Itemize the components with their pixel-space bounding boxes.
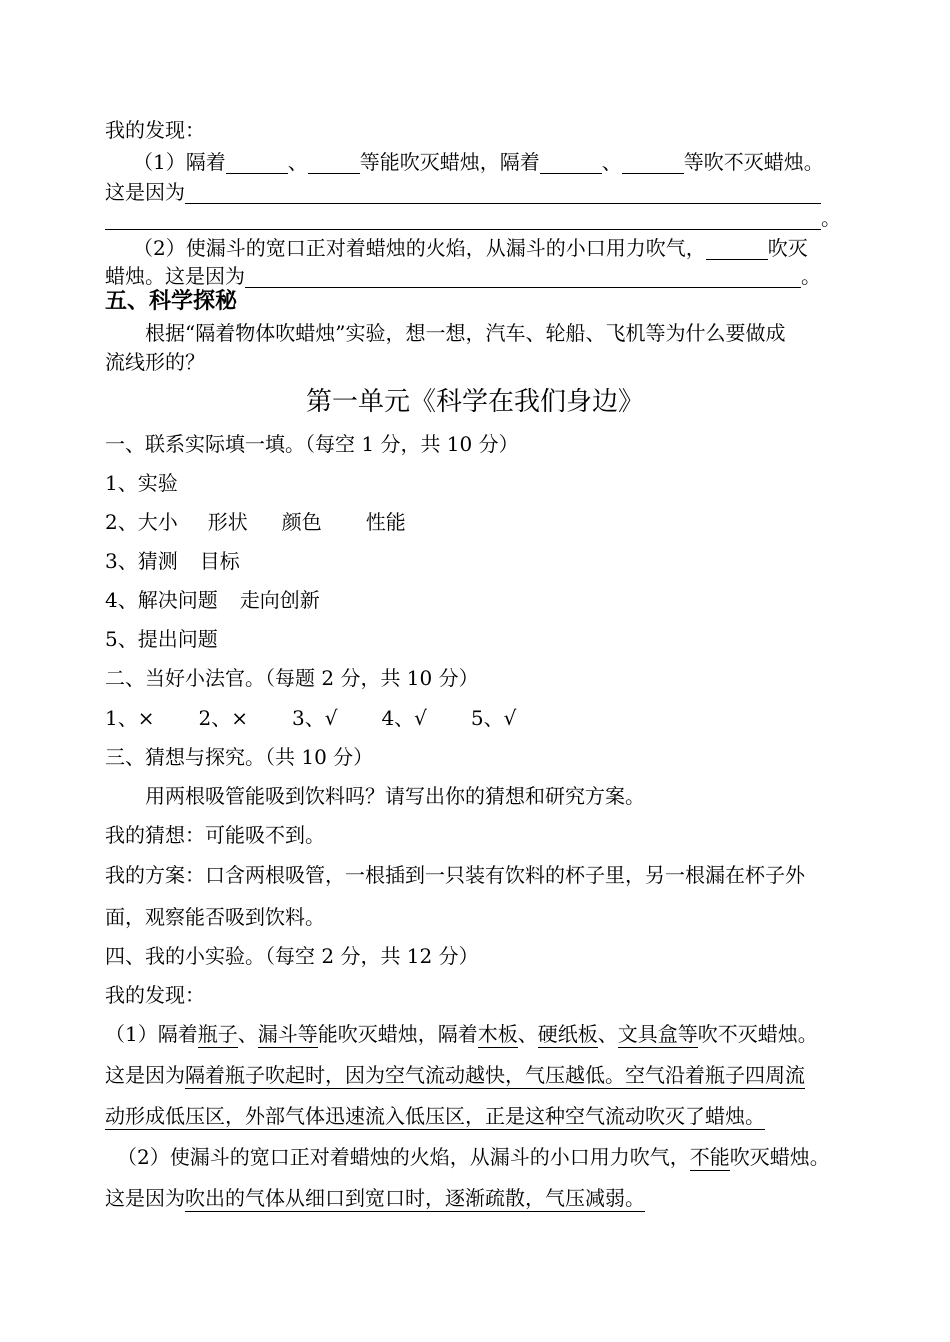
- s2-answer: 5、√: [470, 706, 517, 730]
- blank[interactable]: [622, 153, 684, 174]
- s3-plan-line-2: 面，观察能否吸到饮料。: [105, 905, 325, 929]
- a1-sep: 、: [597, 1022, 618, 1046]
- section-3-heading: 三、猜想与探究。（共 10 分）: [105, 745, 374, 769]
- a1-text: 能吹灭蜡烛，隔着: [317, 1022, 478, 1046]
- a1-text: 吹不灭蜡烛。: [697, 1022, 818, 1046]
- s4-answer-1-reason-line-1: [105, 1063, 805, 1087]
- s1-item-2: [105, 510, 406, 534]
- s4-discovery: 我的发现：: [105, 983, 205, 1007]
- reason-label: 这是因为: [105, 1063, 185, 1087]
- section-5-question-line-2: 流线形的？: [105, 350, 205, 374]
- s1-item-3: [105, 549, 240, 573]
- s3-question: 用两根吸管能吸到饮料吗？请写出你的猜想和研究方案。: [145, 784, 645, 808]
- s4-answer-2-reason: [105, 1186, 645, 1210]
- blank[interactable]: [226, 153, 288, 174]
- underlined-answer: 不能: [689, 1145, 730, 1169]
- s1-answer: 目标: [199, 549, 240, 573]
- s3-guess: 我的猜想：可能吸不到。: [105, 823, 325, 847]
- s4-answer-1-reason-line-2: [105, 1104, 765, 1128]
- s2-answer: 2、×: [198, 706, 248, 730]
- underlined-answer: 吹出的气体从细口到宽口时，逐渐疏散，气压减弱。: [185, 1186, 645, 1210]
- q2-text-b: 吹灭: [767, 236, 808, 260]
- a1-sep: 、: [517, 1022, 538, 1046]
- s1-item-5: [105, 627, 218, 651]
- s4-answer-2: [117, 1145, 830, 1169]
- underlined-answer: 文具盒等: [617, 1022, 698, 1046]
- section-5-heading: 五、科学探秘: [105, 289, 238, 314]
- underlined-answer: 隔着瓶子吹起时，因为空气流动越快，气压越低。空气沿着瓶子四周流: [185, 1063, 805, 1087]
- s2-answer: 4、√: [381, 706, 427, 730]
- section-1-heading: 一、联系实际填一填。（每空 1 分，共 10 分）: [105, 432, 519, 456]
- question-2-reason-line: [105, 264, 821, 288]
- discovery-heading: 我的发现：: [105, 118, 205, 142]
- s1-answer: 2、大小: [105, 510, 178, 534]
- blank[interactable]: [245, 267, 801, 288]
- s1-answer: 性能: [365, 510, 406, 534]
- s1-item-1: [105, 471, 178, 495]
- blank[interactable]: [105, 209, 821, 230]
- s2-answer: 3、√: [291, 706, 338, 730]
- underlined-answer: 木板: [477, 1022, 518, 1046]
- a1-sep: 、: [237, 1022, 258, 1046]
- question-1-line: [133, 150, 824, 174]
- blank[interactable]: [308, 153, 360, 174]
- period: 。: [801, 264, 821, 288]
- question-1-reason-line: [105, 180, 821, 204]
- s1-answer: 走向创新: [239, 588, 320, 612]
- s1-answer: 5、提出问题: [105, 627, 218, 651]
- s2-answers: [105, 706, 516, 730]
- s1-answer: 1、实验: [105, 471, 178, 495]
- reason-label: 这是因为: [105, 180, 185, 204]
- q1-sep: 、: [287, 150, 308, 174]
- a2-text: 吹灭蜡烛。: [729, 1145, 830, 1169]
- s4-answer-1: [105, 1022, 818, 1046]
- blank[interactable]: [706, 239, 768, 260]
- s3-plan-line-1: 我的方案：口含两根吸管，一根插到一只装有饮料的杯子里，另一根漏在杯子外: [105, 863, 805, 887]
- q1-text-c: 等吹不灭蜡烛。: [683, 150, 824, 174]
- s1-answer: 颜色: [281, 510, 322, 534]
- s2-answer: 1、×: [105, 706, 155, 730]
- q2-text-c: 蜡烛。这是因为: [105, 264, 245, 288]
- s1-item-4: [105, 588, 320, 612]
- q1-sep: 、: [601, 150, 622, 174]
- question-1-reason-line-2: [105, 206, 841, 230]
- section-2-heading: 二、当好小法官。（每题 2 分，共 10 分）: [105, 666, 479, 690]
- section-5-question-line-1: 根据“隔着物体吹蜡烛”实验，想一想，汽车、轮船、飞机等为什么要做成: [145, 321, 786, 345]
- section-4-heading: 四、我的小实验。（每空 2 分，共 12 分）: [105, 944, 479, 968]
- period: 。: [821, 206, 841, 230]
- underlined-answer: 动形成低压区，外部气体迅速流入低压区，正是这种空气流动吹灭了蜡烛。: [105, 1104, 765, 1128]
- reason-label: 这是因为: [105, 1186, 185, 1210]
- q1-text-a: （1）隔着: [133, 150, 226, 174]
- underlined-answer: 漏斗等: [257, 1022, 318, 1046]
- unit-title: 第一单元《科学在我们身边》: [305, 387, 644, 417]
- q1-text-b: 等能吹灭蜡烛，隔着: [359, 150, 540, 174]
- underlined-answer: 硬纸板: [537, 1022, 598, 1046]
- s1-answer: 4、解决问题: [105, 588, 218, 612]
- a1-text: （1）隔着: [105, 1022, 198, 1046]
- question-2-line: [133, 236, 808, 260]
- s1-answer: 3、猜测: [105, 549, 178, 573]
- q2-text-a: （2）使漏斗的宽口正对着蜡烛的火焰，从漏斗的小口用力吹气，: [133, 236, 706, 260]
- s1-answer: 形状: [207, 510, 248, 534]
- a2-text: （2）使漏斗的宽口正对着蜡烛的火焰，从漏斗的小口用力吹气，: [117, 1145, 690, 1169]
- blank[interactable]: [185, 183, 821, 204]
- blank[interactable]: [540, 153, 602, 174]
- underlined-answer: 瓶子: [197, 1022, 238, 1046]
